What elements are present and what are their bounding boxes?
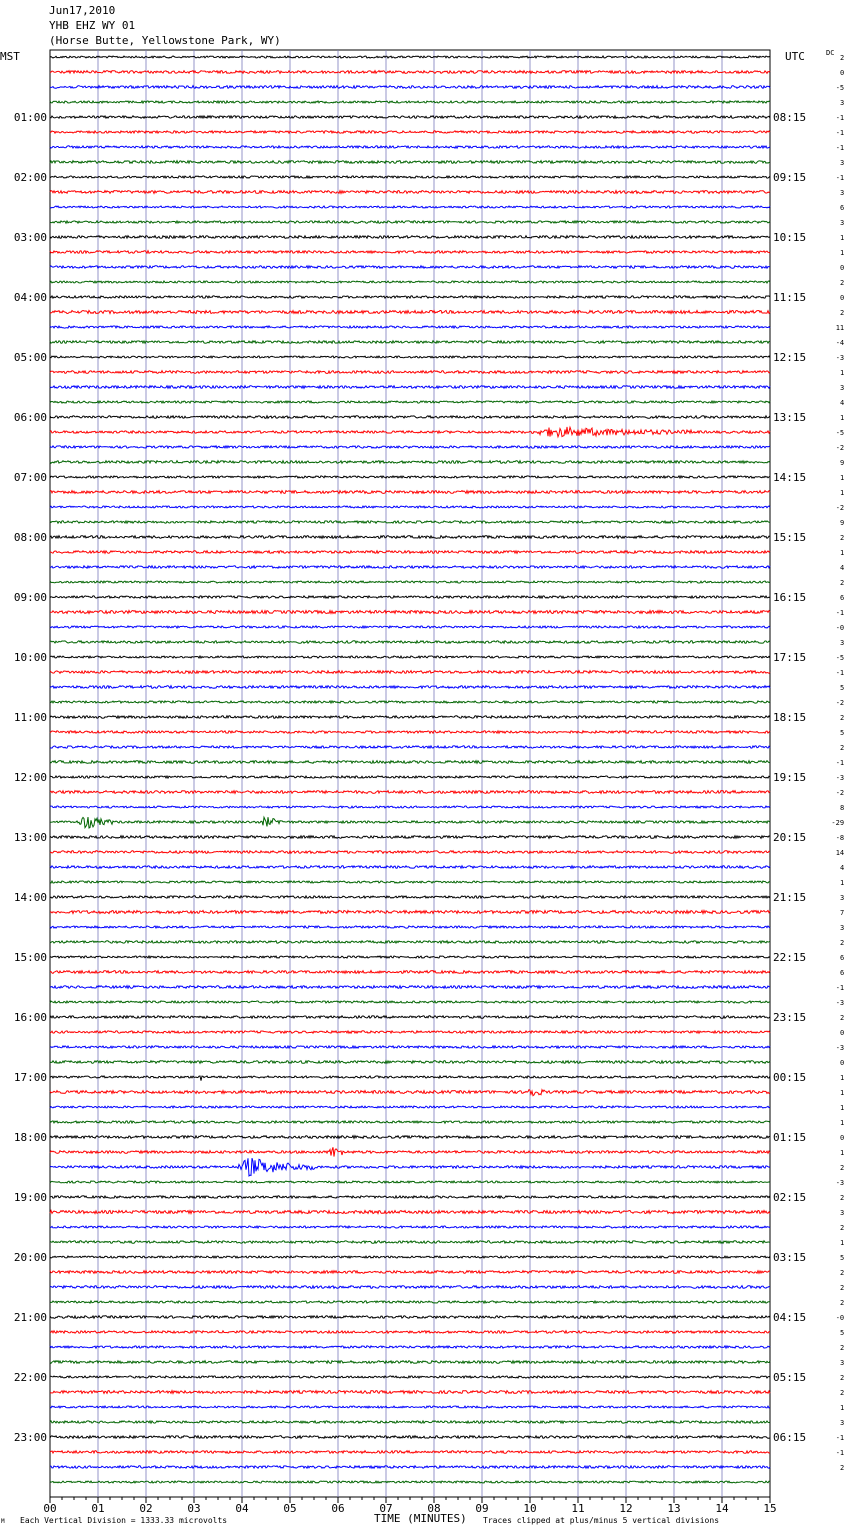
- trace-line: [50, 131, 770, 133]
- trace-line: [50, 1421, 770, 1423]
- dc-offset-label: -1: [835, 1434, 845, 1442]
- dc-offset-label: 1: [840, 1104, 845, 1112]
- left-hour-label: 16:00: [13, 1011, 47, 1024]
- trace-line: [50, 596, 770, 598]
- x-tick-label: 11: [571, 1502, 585, 1515]
- dc-offset-label: 1: [840, 414, 845, 422]
- trace-line: [50, 71, 770, 74]
- trace-line: [50, 1106, 770, 1108]
- left-hour-label: 04:00: [13, 291, 47, 304]
- trace-line: [50, 626, 770, 628]
- clip-note: Traces clipped at plus/minus 5 vertical divisions: [483, 1516, 720, 1525]
- x-tick-label: 07: [379, 1502, 393, 1515]
- trace-line: [50, 851, 770, 854]
- right-hour-label: 06:15: [773, 1431, 807, 1444]
- right-hour-label: 08:15: [773, 111, 807, 124]
- dc-offset-label: 2: [840, 534, 845, 542]
- trace-line: [50, 1271, 770, 1274]
- trace-line: [50, 1466, 770, 1468]
- dc-offset-label: 3: [840, 1359, 845, 1367]
- x-tick-label: 13: [667, 1502, 681, 1515]
- dc-offset-label: -3: [835, 999, 845, 1007]
- dc-offset-label: 3: [840, 159, 845, 167]
- trace-line: [50, 656, 770, 658]
- trace-line: [50, 416, 770, 418]
- trace-line: [50, 341, 770, 343]
- trace-line: [50, 86, 770, 89]
- trace-line: [50, 1406, 770, 1408]
- dc-offset-label: 5: [840, 684, 845, 692]
- left-hour-label: 20:00: [13, 1251, 47, 1264]
- trace-line: [50, 446, 770, 448]
- left-hour-label: 19:00: [13, 1191, 47, 1204]
- dc-offset-label: -1: [835, 759, 845, 767]
- trace-line: [50, 356, 770, 358]
- dc-offset-label: -0: [835, 1314, 845, 1322]
- trace-line: [50, 1361, 770, 1364]
- dc-offset-label: 6: [840, 594, 845, 602]
- dc-offset-label: 0: [840, 264, 845, 272]
- trace-line: [50, 1331, 770, 1333]
- dc-offset-label: -5: [835, 654, 845, 662]
- trace-line: [50, 686, 770, 689]
- left-hour-label: 14:00: [13, 891, 47, 904]
- dc-offset-label: 0: [840, 1059, 845, 1067]
- dc-offset-label: -1: [835, 669, 845, 677]
- dc-offset-label: 9: [840, 519, 845, 527]
- trace-line: [50, 761, 770, 764]
- trace-line: [50, 1301, 770, 1303]
- left-hour-label: 06:00: [13, 411, 47, 424]
- x-tick-label: 05: [283, 1502, 297, 1515]
- right-hour-label: 10:15: [773, 231, 807, 244]
- dc-offset-label: 0: [840, 294, 845, 302]
- left-hour-label: 09:00: [13, 591, 47, 604]
- trace-line: [50, 116, 770, 118]
- dc-offset-label: -4: [835, 339, 845, 347]
- left-hour-label: 17:00: [13, 1071, 47, 1084]
- trace-line: [50, 176, 770, 178]
- dc-offset-label: -1: [835, 144, 845, 152]
- x-tick-label: 03: [187, 1502, 201, 1515]
- right-hour-label: 20:15: [773, 831, 807, 844]
- right-hour-label: 17:15: [773, 651, 807, 664]
- dc-offset-label: -3: [835, 1179, 845, 1187]
- trace-line: [50, 971, 770, 974]
- dc-offset-label: 2: [840, 579, 845, 587]
- right-hour-label: 14:15: [773, 471, 807, 484]
- dc-offset-label: 8: [840, 804, 845, 812]
- dc-offset-label: 1: [840, 1404, 845, 1412]
- right-hour-label: 11:15: [773, 291, 807, 304]
- right-hour-label: 12:15: [773, 351, 807, 364]
- right-hour-label: 18:15: [773, 711, 807, 724]
- trace-line: [50, 701, 770, 703]
- left-hour-label: 08:00: [13, 531, 47, 544]
- trace-line: [50, 806, 770, 808]
- trace-line: [50, 146, 770, 148]
- dc-offset-label: -1: [835, 114, 845, 122]
- right-hour-label: 21:15: [773, 891, 807, 904]
- trace-line: [50, 776, 770, 778]
- dc-offset-label: 1: [840, 1149, 845, 1157]
- scale-note: Each Vertical Division = 1333.33 microvolts: [20, 1516, 228, 1525]
- trace-line: [50, 926, 770, 928]
- dc-offset-label: 2: [840, 54, 845, 62]
- dc-offset-label: -8: [835, 834, 845, 842]
- dc-offset-label: 1: [840, 879, 845, 887]
- dc-offset-label: 1: [840, 1089, 845, 1097]
- dc-offset-label: -1: [835, 1449, 845, 1457]
- dc-offset-label: 2: [840, 1269, 845, 1277]
- dc-offset-label: 6: [840, 204, 845, 212]
- trace-line: [50, 581, 770, 583]
- x-tick-label: 14: [715, 1502, 729, 1515]
- left-hour-label: 12:00: [13, 771, 47, 784]
- trace-layer: [50, 56, 770, 1483]
- x-tick-label: 04: [235, 1502, 249, 1515]
- dc-offset-label: 1: [840, 489, 845, 497]
- dc-offset-label: -2: [835, 789, 845, 797]
- trace-line: [50, 101, 770, 103]
- right-hour-label: 05:15: [773, 1371, 807, 1384]
- trace-line: [50, 1016, 770, 1018]
- trace-line: [50, 311, 770, 314]
- dc-offset-label: 5: [840, 1254, 845, 1262]
- dc-offset-label: -2: [835, 504, 845, 512]
- dc-offset-label: -1: [835, 129, 845, 137]
- dc-offset-label: 11: [835, 324, 845, 332]
- trace-line: [50, 281, 770, 283]
- trace-line: [50, 1158, 770, 1176]
- station-label: YHB EHZ WY 01: [49, 19, 136, 32]
- dc-offset-label: 5: [840, 729, 845, 737]
- dc-offset-label: 1: [840, 1239, 845, 1247]
- left-hour-label: 15:00: [13, 951, 47, 964]
- dc-offset-label: -2: [835, 444, 845, 452]
- trace-line: [50, 491, 770, 494]
- dc-offset-label: 2: [840, 1164, 845, 1172]
- dc-offset-label: 1: [840, 234, 845, 242]
- x-axis-title: TIME (MINUTES): [374, 1512, 467, 1525]
- dc-offset-label: -5: [835, 84, 845, 92]
- dc-offset-label: 1: [840, 474, 845, 482]
- dc-offset-label: -5: [835, 429, 845, 437]
- right-hour-label: 15:15: [773, 531, 807, 544]
- trace-line: [50, 1181, 770, 1183]
- dc-offset-label: 3: [840, 189, 845, 197]
- trace-line: [50, 326, 770, 328]
- trace-line: [50, 401, 770, 403]
- right-hour-label: 16:15: [773, 591, 807, 604]
- label-layer: [14, 54, 844, 1515]
- trace-line: [50, 1196, 770, 1198]
- dc-offset-label: 4: [840, 864, 845, 872]
- trace-line: [50, 191, 770, 194]
- left-hour-label: 02:00: [13, 171, 47, 184]
- trace-line: [50, 1241, 770, 1243]
- left-hour-label: 13:00: [13, 831, 47, 844]
- trace-line: [50, 56, 770, 58]
- dc-offset-label: -0: [835, 624, 845, 632]
- dc-offset-label: 3: [840, 639, 845, 647]
- trace-line: [50, 1256, 770, 1258]
- trace-line: [50, 506, 770, 508]
- trace-line: [50, 746, 770, 748]
- trace-line: [50, 731, 770, 733]
- right-hour-label: 09:15: [773, 171, 807, 184]
- right-hour-label: 04:15: [773, 1311, 807, 1324]
- trace-line: [50, 236, 770, 239]
- dc-offset-label: 0: [840, 1029, 845, 1037]
- trace-line: [50, 1481, 770, 1483]
- x-tick-label: 10: [523, 1502, 537, 1515]
- trace-line: [50, 911, 770, 914]
- trace-line: [50, 266, 770, 268]
- trace-line: [50, 386, 770, 389]
- left-hour-label: 05:00: [13, 351, 47, 364]
- right-hour-label: 23:15: [773, 1011, 807, 1024]
- dc-offset-label: 2: [840, 1194, 845, 1202]
- x-tick-label: 09: [475, 1502, 489, 1515]
- trace-line: [50, 817, 770, 828]
- trace-line: [50, 427, 770, 437]
- dc-offset-label: 2: [840, 309, 845, 317]
- trace-line: [50, 1391, 770, 1394]
- dc-offset-label: 2: [840, 1344, 845, 1352]
- trace-line: [50, 956, 770, 958]
- dc-offset-label: 1: [840, 1119, 845, 1127]
- dc-offset-label: 4: [840, 564, 845, 572]
- trace-line: [50, 536, 770, 539]
- dc-offset-label: -2: [835, 699, 845, 707]
- dc-offset-label: 2: [840, 714, 845, 722]
- left-hour-label: 23:00: [13, 1431, 47, 1444]
- dc-offset-label: 1: [840, 1074, 845, 1082]
- right-hour-label: 22:15: [773, 951, 807, 964]
- dc-offset-label: 2: [840, 1464, 845, 1472]
- trace-line: [50, 896, 770, 898]
- dc-offset-label: 2: [840, 744, 845, 752]
- dc-offset-label: 2: [840, 1299, 845, 1307]
- trace-line: [50, 881, 770, 883]
- trace-line: [50, 1211, 770, 1214]
- dc-offset-label: 2: [840, 1374, 845, 1382]
- trace-line: [50, 551, 770, 554]
- trace-line: [50, 1226, 770, 1228]
- dc-offset-label: 0: [840, 1134, 845, 1142]
- dc-offset-label: 2: [840, 1284, 845, 1292]
- left-hour-label: 22:00: [13, 1371, 47, 1384]
- right-hour-label: 00:15: [773, 1071, 807, 1084]
- x-tick-label: 12: [619, 1502, 633, 1515]
- dc-offset-label: 3: [840, 924, 845, 932]
- dc-label: DC: [826, 49, 835, 57]
- trace-line: [50, 1046, 770, 1048]
- date-label: Jun17,2010: [49, 4, 116, 17]
- dc-offset-label: -3: [835, 1044, 845, 1052]
- trace-line: [50, 716, 770, 718]
- dc-offset-label: 2: [840, 939, 845, 947]
- trace-line: [50, 1376, 770, 1378]
- right-hour-label: 03:15: [773, 1251, 807, 1264]
- location-label: (Horse Butte, Yellowstone Park, WY): [49, 34, 281, 47]
- trace-line: [50, 1147, 770, 1156]
- x-tick-label: 15: [763, 1502, 777, 1515]
- dc-offset-label: 1: [840, 249, 845, 257]
- trace-line: [50, 791, 770, 794]
- trace-line: [50, 836, 770, 839]
- trace-line: [50, 1136, 770, 1139]
- dc-offset-label: -3: [835, 354, 845, 362]
- right-timezone-label: UTC: [785, 50, 805, 63]
- trace-line: [50, 1346, 770, 1348]
- right-hour-label: 01:15: [773, 1131, 807, 1144]
- trace-line: [50, 1451, 770, 1454]
- trace-line: [50, 371, 770, 374]
- trace-line: [50, 866, 770, 868]
- dc-offset-label: 2: [840, 1014, 845, 1022]
- dc-offset-label: 7: [840, 909, 845, 917]
- left-hour-label: 01:00: [13, 111, 47, 124]
- trace-line: [50, 941, 770, 943]
- left-timezone-label: MST: [0, 50, 20, 63]
- trace-line: [50, 461, 770, 464]
- trace-line: [50, 251, 770, 254]
- trace-line: [50, 1436, 770, 1439]
- trace-line: [50, 521, 770, 523]
- trace-line: [50, 1286, 770, 1289]
- trace-line: [50, 221, 770, 223]
- trace-line: [50, 476, 770, 478]
- trace-line: [50, 1316, 770, 1318]
- dc-offset-label: 4: [840, 399, 845, 407]
- trace-line: [50, 1031, 770, 1033]
- trace-line: [50, 1121, 770, 1123]
- left-hour-label: 18:00: [13, 1131, 47, 1144]
- dc-offset-label: 3: [840, 99, 845, 107]
- trace-line: [50, 161, 770, 164]
- dc-offset-label: 2: [840, 1224, 845, 1232]
- dc-offset-label: 3: [840, 894, 845, 902]
- dc-offset-label: 6: [840, 954, 845, 962]
- dc-offset-label: -1: [835, 609, 845, 617]
- dc-offset-label: -1: [835, 984, 845, 992]
- trace-line: [50, 641, 770, 643]
- dc-offset-label: 3: [840, 384, 845, 392]
- dc-offset-label: 2: [840, 1389, 845, 1397]
- dc-offset-label: -29: [831, 819, 845, 827]
- dc-offset-label: 5: [840, 1329, 845, 1337]
- trace-line: [50, 206, 770, 208]
- left-hour-label: 03:00: [13, 231, 47, 244]
- trace-line: [50, 296, 770, 298]
- dc-offset-label: 6: [840, 969, 845, 977]
- dc-offset-label: 3: [840, 1209, 845, 1217]
- trace-line: [50, 671, 770, 674]
- dc-offset-label: 9: [840, 459, 845, 467]
- trace-line: [50, 611, 770, 614]
- left-hour-label: 07:00: [13, 471, 47, 484]
- trace-line: [50, 1061, 770, 1064]
- dc-offset-label: 1: [840, 369, 845, 377]
- dc-offset-label: 14: [835, 849, 845, 857]
- x-tick-label: 06: [331, 1502, 345, 1515]
- trace-line: [50, 986, 770, 989]
- dc-offset-label: 0: [840, 69, 845, 77]
- right-hour-label: 13:15: [773, 411, 807, 424]
- dc-offset-label: 3: [840, 1419, 845, 1427]
- right-hour-label: 02:15: [773, 1191, 807, 1204]
- trace-line: [50, 1001, 770, 1003]
- dc-offset-label: 1: [840, 549, 845, 557]
- dc-offset-label: -1: [835, 174, 845, 182]
- x-tick-label: 08: [427, 1502, 441, 1515]
- x-tick-label: 01: [91, 1502, 105, 1515]
- trace-line: [50, 1090, 770, 1096]
- dc-offset-label: 3: [840, 219, 845, 227]
- footer-mark: M: [1, 1518, 5, 1525]
- trace-line: [50, 566, 770, 568]
- left-hour-label: 21:00: [13, 1311, 47, 1324]
- x-tick-label: 02: [139, 1502, 153, 1515]
- dc-offset-label: 2: [840, 279, 845, 287]
- x-tick-label: 00: [43, 1502, 57, 1515]
- left-hour-label: 10:00: [13, 651, 47, 664]
- left-hour-label: 11:00: [13, 711, 47, 724]
- dc-offset-label: -3: [835, 774, 845, 782]
- trace-line: [50, 1076, 770, 1081]
- right-hour-label: 19:15: [773, 771, 807, 784]
